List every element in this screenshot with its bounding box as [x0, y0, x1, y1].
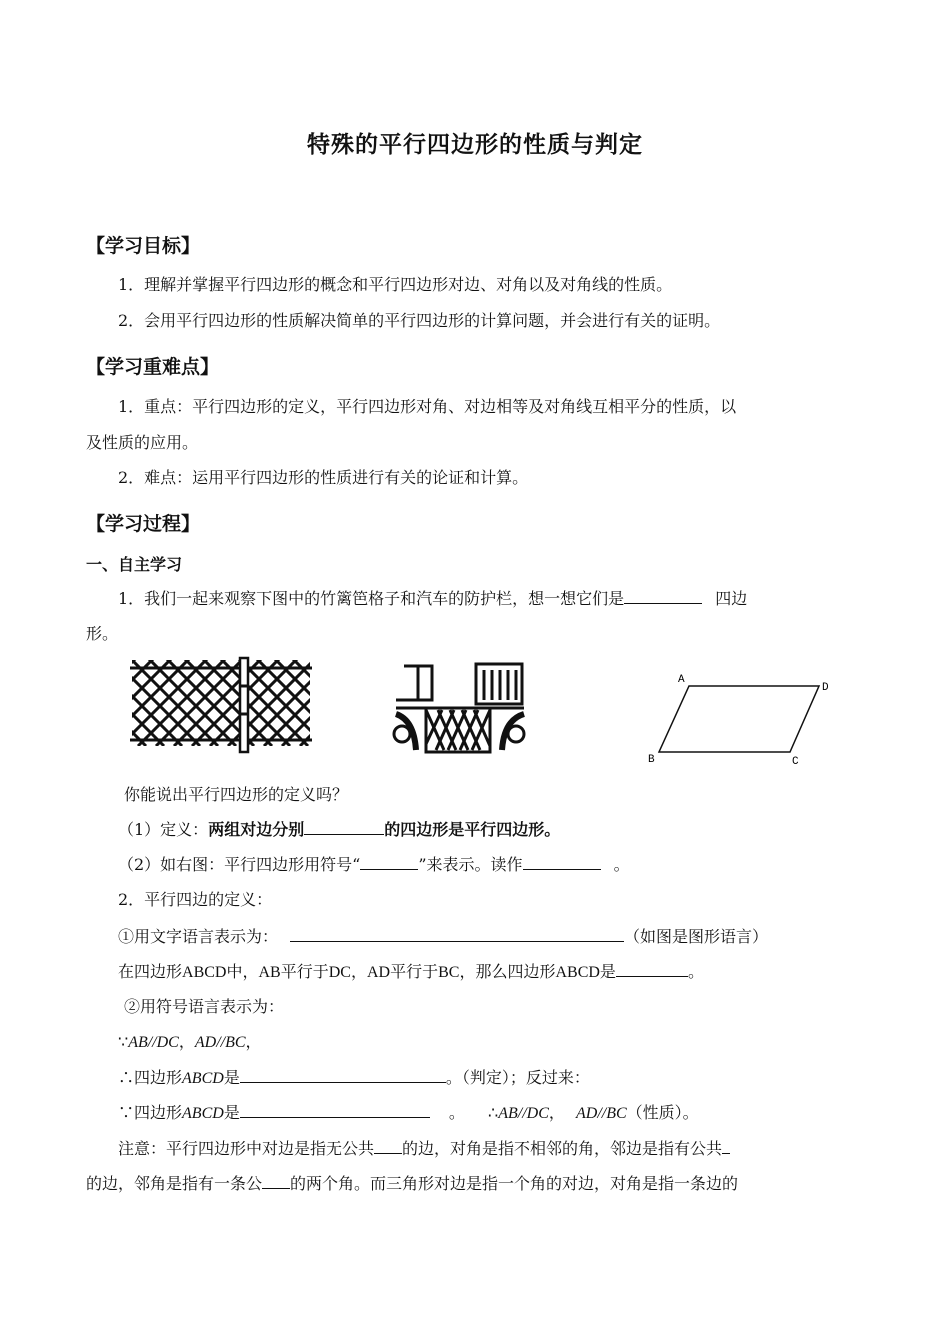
text: 是	[223, 1103, 240, 1122]
answer-blank[interactable]	[360, 853, 418, 870]
because-symbol: ∵	[118, 1103, 135, 1122]
question-1-line-2: 形。	[86, 624, 119, 643]
text: 四边形	[134, 1103, 183, 1122]
math-text: AB//DC	[498, 1105, 549, 1122]
text: ABCD	[182, 964, 227, 981]
question-1-line-1	[118, 587, 747, 610]
text: 在四边形	[118, 962, 183, 981]
goal-item-2: 2．会用平行四边形的性质解决简单的平行四边形的计算问题，并会进行有关的证明。	[118, 311, 721, 330]
question-2: 2．平行四边的定义：	[118, 890, 273, 909]
note-line-1	[118, 1137, 730, 1160]
answer-blank[interactable]	[523, 853, 601, 870]
question-1-text: 1．我们一起来观察下图中的竹篱笆格子和汽车的防护栏，想一想它们是	[118, 589, 625, 608]
text-language-label: ①用文字语言表示为：	[118, 927, 279, 946]
answer-blank[interactable]	[624, 587, 702, 604]
vertex-label-a: A	[678, 674, 685, 686]
text: ，那么四边形	[459, 962, 556, 981]
math-text: ABCD	[182, 1105, 224, 1122]
section-heading-difficulty: 【学习重难点】	[86, 356, 220, 378]
text: AD	[366, 964, 391, 981]
text: 的边，对角是指不相邻的角，邻边是指有公共	[402, 1139, 723, 1158]
section-heading-goals: 【学习目标】	[86, 235, 201, 257]
math-text: AB//DC	[128, 1034, 179, 1051]
text: 中，	[226, 962, 259, 981]
symbol-text-middle: ”来表示。读作	[418, 855, 523, 874]
text: ，	[350, 962, 367, 981]
text: 。	[687, 962, 704, 981]
definition-line	[118, 818, 560, 841]
because-symbol: ∵	[118, 1032, 129, 1051]
parallelogram-shape	[659, 686, 819, 752]
answer-blank[interactable]	[240, 1101, 430, 1118]
text: 是	[599, 962, 616, 981]
answer-blank[interactable]	[722, 1137, 730, 1154]
symbol-text-end: 。	[613, 855, 630, 874]
therefore-line-1	[118, 1066, 590, 1090]
question-1-text-end: 四边	[715, 589, 748, 608]
definition-prefix: （1）定义：	[118, 820, 209, 839]
text: 注意：平行四边形中对边是指无公共	[118, 1139, 375, 1158]
because-line-2	[118, 1101, 699, 1125]
text: ，	[178, 1032, 195, 1051]
text-language-note: （如图是图形语言）	[624, 927, 769, 946]
page-title: 特殊的平行四边形的性质与判定	[307, 132, 643, 158]
text: ，	[548, 1103, 565, 1122]
therefore-symbol: ∴	[118, 1068, 135, 1087]
answer-blank[interactable]	[374, 1137, 402, 1154]
math-text: AD//BC	[194, 1034, 246, 1051]
text: ，	[245, 1032, 262, 1051]
bamboo-fence-figure	[128, 656, 314, 754]
math-text: ABCD	[182, 1070, 224, 1087]
goal-item-1: 1．理解并掌握平行四边形的概念和平行四边形对边、对角以及对角线的性质。	[118, 275, 673, 294]
vertex-label-b: B	[648, 754, 655, 766]
text: ABCD	[555, 964, 600, 981]
difficulty-item-1-line-1: 1．重点：平行四边形的定义，平行四边形对角、对边相等及对角线互相平分的性质，以	[118, 397, 737, 416]
text: 四边形	[134, 1068, 183, 1087]
answer-blank[interactable]	[304, 818, 384, 835]
answer-blank[interactable]	[616, 960, 688, 977]
symbol-line	[118, 853, 630, 876]
text: 。（判定）；反过来：	[445, 1068, 590, 1087]
text: （性质）。	[626, 1103, 699, 1122]
text-language-line	[118, 925, 768, 948]
therefore-symbol: ∴	[488, 1103, 499, 1122]
text: DC	[328, 964, 351, 981]
section-heading-process: 【学习过程】	[86, 513, 201, 535]
because-line-1	[118, 1031, 262, 1054]
text: 是	[223, 1068, 240, 1087]
parallelogram-abcd-figure	[640, 670, 840, 768]
text: AB	[258, 964, 281, 981]
note-line-2	[86, 1172, 738, 1195]
definition-bold-end: 的四边形是平行四边形。	[384, 820, 561, 839]
abcd-definition-line	[118, 960, 704, 984]
text: 。	[448, 1103, 465, 1122]
difficulty-item-2: 2．难点：运用平行四边形的性质进行有关的论证和计算。	[118, 468, 529, 487]
text: 平行于	[390, 962, 439, 981]
vertex-label-d: D	[822, 682, 829, 694]
text: 的边，邻角是指有一条公	[86, 1174, 263, 1193]
math-text: AD//BC	[576, 1105, 627, 1122]
subheading-self-study: 一、自主学习	[86, 555, 183, 574]
vertex-label-c: C	[792, 756, 799, 768]
symbol-language-label: ②用符号语言表示为：	[124, 997, 285, 1016]
car-guardrail-figure	[392, 660, 528, 754]
answer-blank[interactable]	[240, 1066, 446, 1083]
definition-bold-start: 两组对边分别	[208, 820, 305, 839]
text: 的两个角。而三角形对边是指一个角的对边，对角是指一条边的	[290, 1174, 739, 1193]
symbol-text-start: （2）如右图：平行四边形用符号“	[118, 855, 361, 874]
answer-blank[interactable]	[262, 1172, 290, 1189]
text: BC	[438, 964, 460, 981]
difficulty-item-1-line-2: 及性质的应用。	[86, 433, 199, 452]
text: 平行于	[280, 962, 329, 981]
answer-blank[interactable]	[290, 925, 624, 942]
definition-question: 你能说出平行四边形的定义吗？	[124, 785, 349, 804]
